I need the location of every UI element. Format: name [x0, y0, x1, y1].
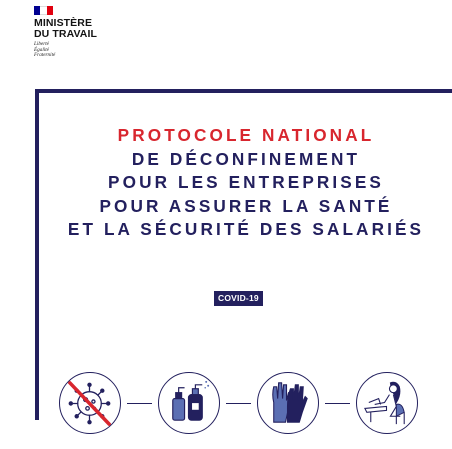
government-logo [34, 6, 174, 59]
no-virus-graphic [60, 373, 119, 432]
connector-line-2 [226, 403, 251, 404]
motto-fraternite: Fraternité [34, 52, 56, 59]
ministry-name-line-1: MINISTÈRE [34, 17, 93, 29]
connector-line-1 [127, 403, 152, 404]
french-flag-icon [34, 6, 53, 15]
title-line-4: POUR ASSURER LA SANTÉ [99, 195, 393, 216]
document-title [40, 124, 452, 242]
title-line-1: PROTOCOLE NATIONAL [117, 125, 375, 145]
title-line-5: ET LA SÉCURITÉ DES SALARIÉS [67, 219, 425, 239]
disinfectant-graphic [159, 373, 218, 432]
motto-egalite: Égalité [34, 46, 49, 53]
no-virus-icon [59, 372, 121, 434]
motto-liberte: Liberté [34, 41, 49, 47]
covid-badge: COVID-19 [214, 291, 263, 306]
disinfectant-bottles-icon [158, 372, 220, 434]
desk-worker-graphic [357, 373, 416, 432]
desk-worker-icon [356, 372, 418, 434]
ministry-name-line-2: DU TRAVAIL [34, 27, 98, 40]
republic-motto [34, 42, 174, 59]
title-line-2: DE DÉCONFINEMENT [131, 148, 361, 169]
title-line-3: POUR LES ENTREPRISES [108, 172, 384, 192]
frame-top-border [35, 89, 452, 93]
gloves-graphic [258, 373, 317, 432]
illustration-row [59, 372, 429, 438]
frame-left-border [35, 89, 39, 420]
connector-line-3 [325, 403, 350, 404]
gloves-icon [257, 372, 319, 434]
